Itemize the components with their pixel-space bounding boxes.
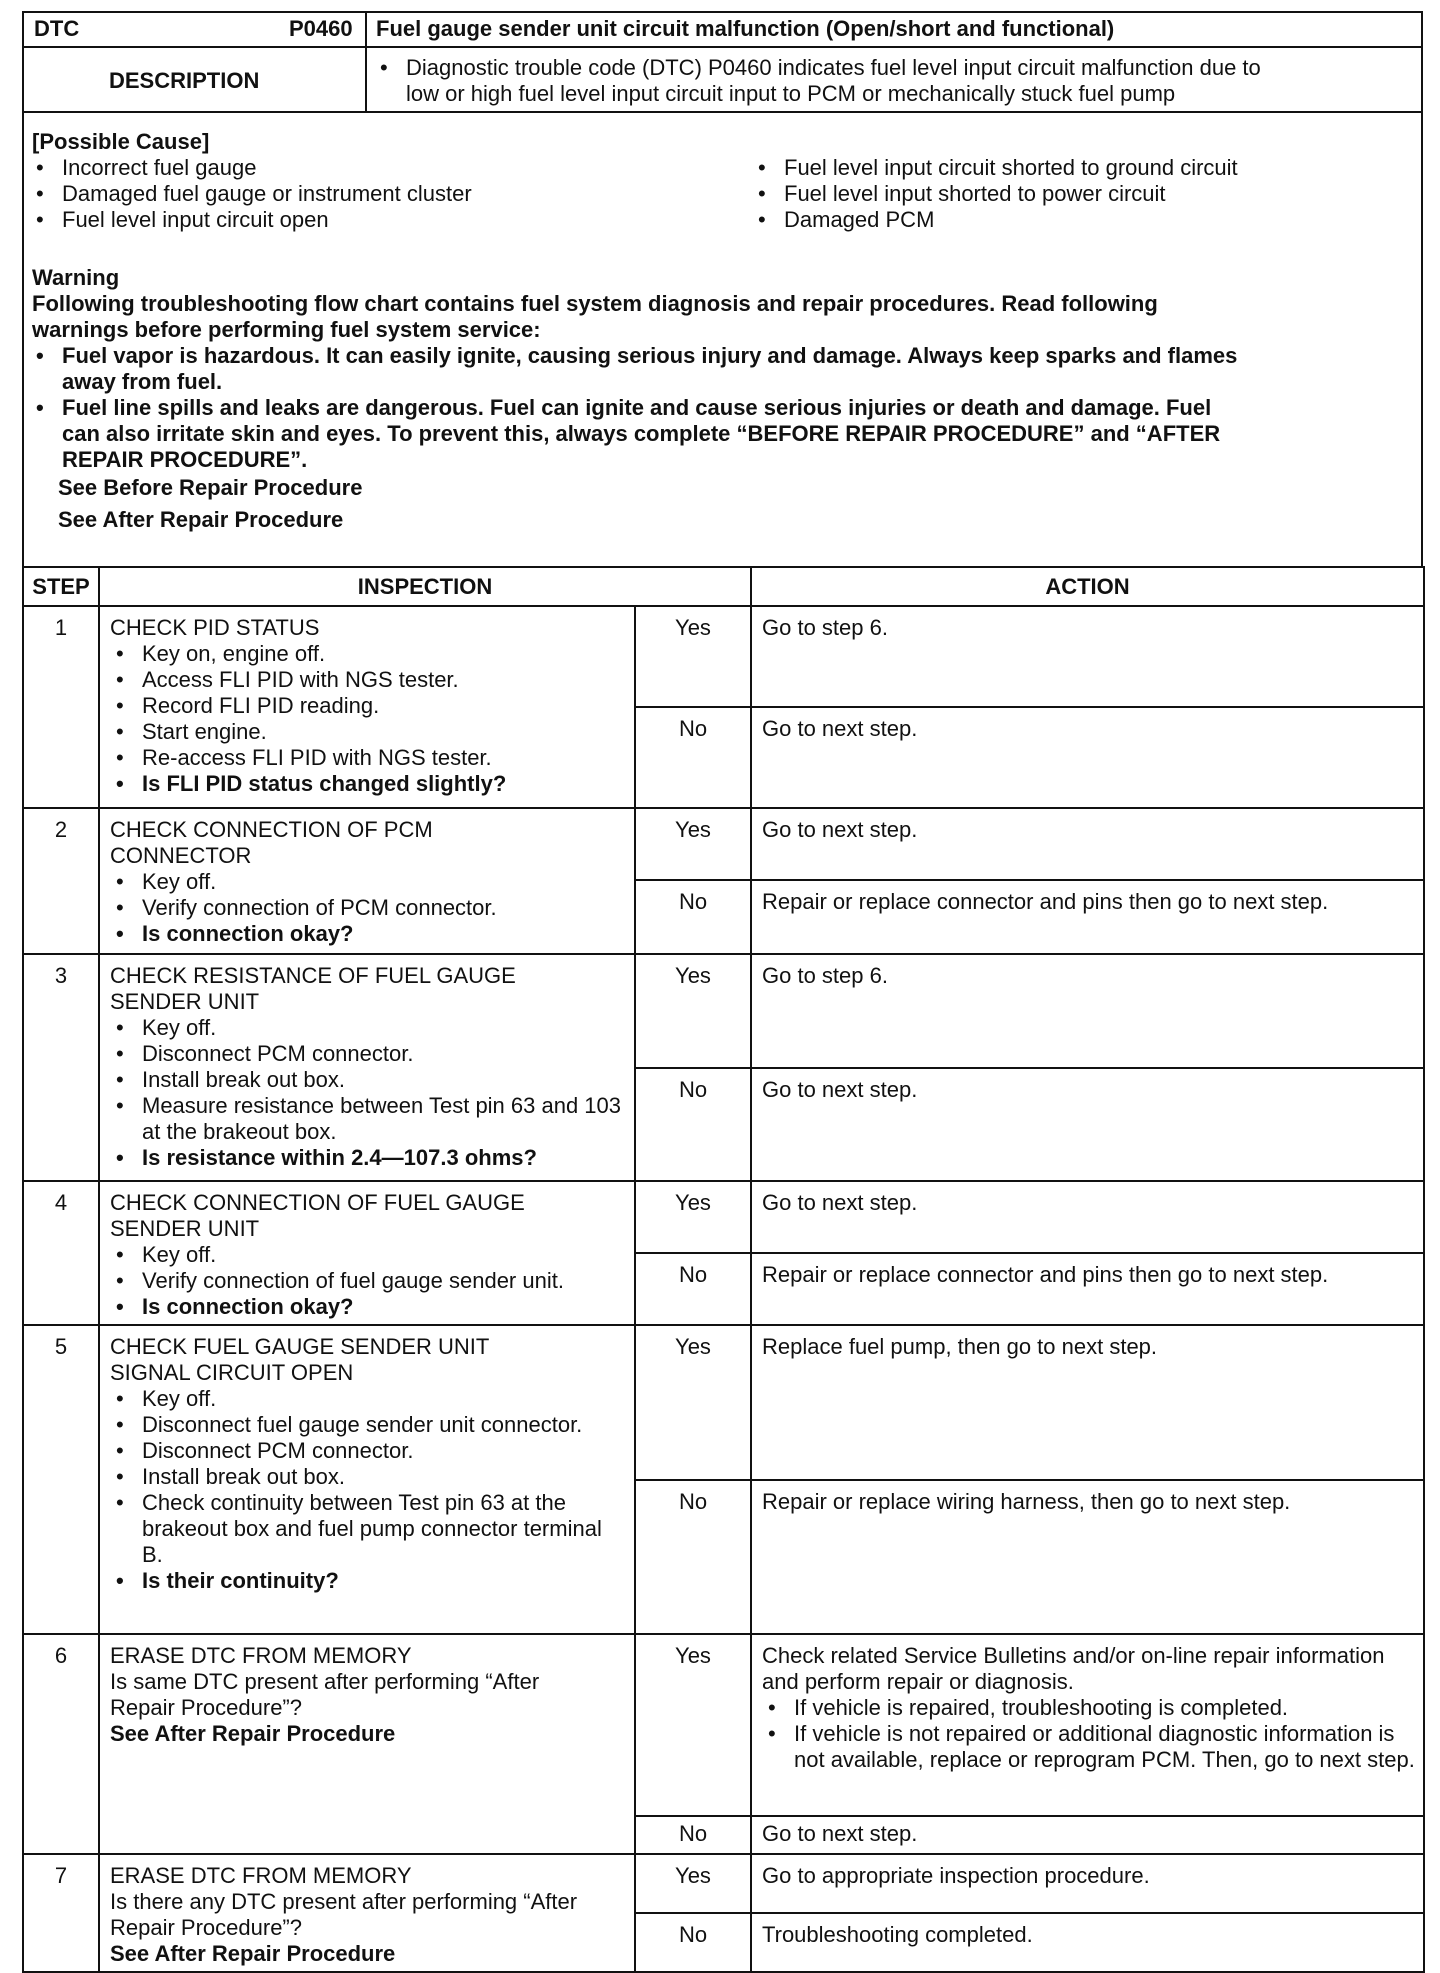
list-item: • If vehicle is repaired, troubleshooting is completed. [794, 1695, 1417, 1721]
list-item: • Check continuity between Test pin 63 at the brakeout box and fuel pump connector terminal B. [142, 1490, 628, 1568]
see-after-repair-link: See After Repair Procedure [110, 1941, 396, 1966]
list-item: • Install break out box. [142, 1067, 628, 1093]
warning-heading: Warning [32, 265, 120, 290]
warning-intro-1: Following troubleshooting flow chart contains fuel system diagnosis and repair procedures. Read following [32, 291, 1158, 316]
no-action: Go to next step. [751, 707, 1424, 808]
warning-bullet-2-line-2: can also irritate skin and eyes. To prevent this, always complete “BEFORE REPAIR PROCEDURE” and “AFTER [62, 421, 1221, 446]
no-label: No [635, 1913, 751, 1972]
cause-right-3: • Damaged PCM [784, 207, 934, 233]
list-item: • Key off. [142, 1015, 628, 1041]
table-row [23, 606, 1424, 707]
table-row [23, 954, 1424, 1068]
step-question: • Is connection okay? [142, 921, 628, 947]
list-item: • Disconnect PCM connector. [142, 1041, 628, 1067]
list-item: • Start engine. [142, 719, 628, 745]
yes-action: Go to step 6. [751, 606, 1424, 707]
dtc-label: DTC [34, 16, 80, 41]
col-inspection-header: INSPECTION [99, 567, 751, 606]
step-title: CHECK PID STATUS [110, 615, 320, 640]
list-item: • Access FLI PID with NGS tester. [142, 667, 628, 693]
step-question: • Is connection okay? [142, 1294, 628, 1320]
list-item: • Disconnect fuel gauge sender unit connector. [142, 1412, 628, 1438]
step-title: ERASE DTC FROM MEMORY [110, 1643, 412, 1668]
list-item: • Key off. [142, 869, 628, 895]
yes-label: Yes [635, 1854, 751, 1913]
step-title: SENDER UNIT [110, 1216, 260, 1241]
step-title: SIGNAL CIRCUIT OPEN [110, 1360, 354, 1385]
no-action: Repair or replace wiring harness, then go to next step. [751, 1480, 1424, 1634]
step-question: • Is resistance within 2.4—107.3 ohms? [142, 1145, 628, 1171]
yes-action: Go to next step. [751, 808, 1424, 880]
warning-bullet-1-line-2: away from fuel. [62, 369, 223, 394]
step-number: 7 [23, 1854, 99, 1972]
step-number: 4 [23, 1181, 99, 1325]
table-row [23, 1181, 1424, 1253]
list-item: • Record FLI PID reading. [142, 693, 628, 719]
table-header-row [23, 567, 1424, 606]
step-number: 1 [23, 606, 99, 808]
warning-bullet-2-line-1: • Fuel line spills and leaks are dangerous. Fuel can ignite and cause serious injuries or death and damage. Fuel [62, 395, 1211, 421]
cause-right-1: • Fuel level input circuit shorted to ground circuit [784, 155, 1238, 181]
possible-cause-heading: [Possible Cause] [32, 129, 210, 154]
step-number: 6 [23, 1634, 99, 1854]
description-line-2: low or high fuel level input circuit input to PCM or mechanically stuck fuel pump [406, 81, 1176, 106]
steps-table [22, 566, 1425, 1973]
cause-right-2: • Fuel level input shorted to power circuit [784, 181, 1166, 207]
step-number: 2 [23, 808, 99, 954]
list-item: • Verify connection of PCM connector. [142, 895, 628, 921]
step-number: 3 [23, 954, 99, 1181]
list-item: • Key off. [142, 1386, 628, 1412]
table-row [23, 1634, 1424, 1816]
step-title: SENDER UNIT [110, 989, 260, 1014]
yes-action: Go to step 6. [751, 954, 1424, 1068]
step-title: CHECK CONNECTION OF PCM [110, 817, 433, 842]
description-label: DESCRIPTION [109, 68, 260, 93]
yes-action: Go to next step. [751, 1181, 1424, 1253]
col-action-header: ACTION [751, 567, 1424, 606]
document-page [22, 11, 1423, 1972]
see-after-repair-link: See After Repair Procedure [110, 1721, 396, 1746]
description-line-1: • Diagnostic trouble code (DTC) P0460 indicates fuel level input circuit malfunction due to [406, 55, 1261, 81]
header-divider [24, 46, 1421, 48]
no-action: Repair or replace connector and pins then go to next step. [751, 1253, 1424, 1325]
list-item: • Measure resistance between Test pin 63 and 103 at the brakeout box. [142, 1093, 628, 1145]
table-row [23, 1854, 1424, 1913]
step-inspection [99, 1854, 635, 1972]
list-item: • Install break out box. [142, 1464, 628, 1490]
yes-label: Yes [635, 1181, 751, 1253]
list-item: • If vehicle is not repaired or additional diagnostic information is not available, replace or reprogram PCM. Then, go to next step. [794, 1721, 1417, 1773]
step-inspection [99, 606, 635, 808]
no-label: No [635, 1253, 751, 1325]
dtc-title: Fuel gauge sender unit circuit malfunction (Open/short and functional) [376, 16, 1115, 41]
no-label: No [635, 1816, 751, 1854]
yes-action-text: Check related Service Bulletins and/or on-line repair information and perform repair or diagnosis. [762, 1643, 1385, 1694]
step-text: Is same DTC present after performing “After Repair Procedure”? [110, 1669, 540, 1720]
warning-bullet-1-line-1: • Fuel vapor is hazardous. It can easily ignite, causing serious injury and damage. Always keep sparks and flames [62, 343, 1237, 369]
table-row [23, 1325, 1424, 1480]
cause-left-1: • Incorrect fuel gauge [62, 155, 256, 181]
step-text: Is there any DTC present after performing “After Repair Procedure”? [110, 1889, 578, 1940]
dtc-code: P0460 [289, 16, 353, 41]
cause-left-3: • Fuel level input circuit open [62, 207, 329, 233]
list-item: • Verify connection of fuel gauge sender unit. [142, 1268, 628, 1294]
no-action: Go to next step. [751, 1816, 1424, 1854]
step-inspection [99, 954, 635, 1181]
step-inspection [99, 808, 635, 954]
see-before-repair: See Before Repair Procedure [58, 475, 363, 500]
cause-left-2: • Damaged fuel gauge or instrument cluster [62, 181, 472, 207]
no-label: No [635, 1068, 751, 1181]
yes-label: Yes [635, 954, 751, 1068]
dtc-header [22, 11, 1423, 113]
yes-action: Go to appropriate inspection procedure. [751, 1854, 1424, 1913]
col-step-header: STEP [23, 567, 99, 606]
see-after-repair: See After Repair Procedure [58, 507, 344, 532]
yes-label: Yes [635, 1634, 751, 1816]
list-item: • Key off. [142, 1242, 628, 1268]
step-question: • Is their continuity? [142, 1568, 628, 1594]
yes-label: Yes [635, 808, 751, 880]
cause-warning-block [22, 111, 1423, 566]
yes-label: Yes [635, 1325, 751, 1480]
no-action: Go to next step. [751, 1068, 1424, 1181]
yes-action [751, 1634, 1424, 1816]
step-question: • Is FLI PID status changed slightly? [142, 771, 628, 797]
no-label: No [635, 880, 751, 954]
step-title: CHECK FUEL GAUGE SENDER UNIT [110, 1334, 490, 1359]
table-row [23, 808, 1424, 880]
step-title: CHECK CONNECTION OF FUEL GAUGE [110, 1190, 525, 1215]
no-action: Repair or replace connector and pins then go to next step. [751, 880, 1424, 954]
no-label: No [635, 1480, 751, 1634]
no-label: No [635, 707, 751, 808]
yes-action: Replace fuel pump, then go to next step. [751, 1325, 1424, 1480]
yes-label: Yes [635, 606, 751, 707]
warning-bullet-2-line-3: REPAIR PROCEDURE”. [62, 447, 308, 472]
list-item: • Key on, engine off. [142, 641, 628, 667]
step-inspection [99, 1181, 635, 1325]
step-inspection [99, 1325, 635, 1634]
step-title: ERASE DTC FROM MEMORY [110, 1863, 412, 1888]
step-title: CHECK RESISTANCE OF FUEL GAUGE [110, 963, 516, 988]
list-item: • Re-access FLI PID with NGS tester. [142, 745, 628, 771]
step-title: CONNECTOR [110, 843, 252, 868]
step-number: 5 [23, 1325, 99, 1634]
list-item: • Disconnect PCM connector. [142, 1438, 628, 1464]
warning-intro-2: warnings before performing fuel system service: [32, 317, 541, 342]
no-action: Troubleshooting completed. [751, 1913, 1424, 1972]
step-inspection [99, 1634, 635, 1854]
